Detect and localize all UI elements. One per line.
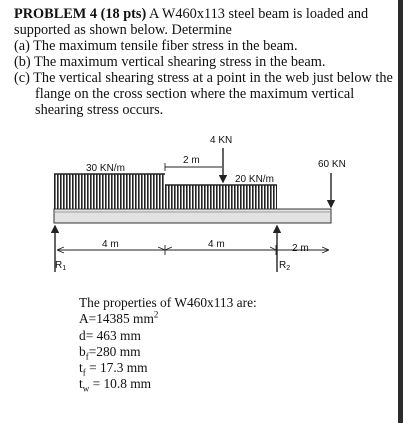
support-left-label: $R_1$ — [55, 260, 67, 272]
part-c: (c) The vertical shearing stress at a point in the web just below the flange on the cross section where the maximum vertical shearing stress occurs. — [14, 70, 393, 118]
distributed-load-20-label: 20 KN/m — [235, 174, 274, 185]
property-flange-width: $b_f=280$ mm — [79, 343, 141, 362]
span-1-label: 4 m — [102, 239, 119, 250]
property-flange-thickness: $t_f = 17.3$ mm — [79, 360, 148, 378]
distributed-load-30 — [54, 174, 165, 209]
distributed-load-20 — [165, 185, 277, 209]
span-2-label: 4 m — [208, 239, 225, 250]
span-3-label: 2 m — [292, 243, 309, 254]
property-area: A=14385 $mm^2$ — [79, 309, 159, 327]
property-web-thickness: $t_w = 10.8$ mm — [79, 376, 152, 395]
part-b: (b) The maximum vertical shearing stress in the beam. — [14, 54, 326, 70]
beam-properties — [79, 295, 257, 393]
properties-title: The properties of W460x113 are: — [79, 295, 257, 310]
problem-heading: PROBLEM 4 (18 pts) — [14, 6, 147, 22]
dim-2m-top-label: 2 m — [183, 155, 200, 166]
distributed-load-30-label: 30 KN/m — [86, 163, 125, 174]
property-depth: d= 463 mm — [79, 327, 141, 343]
beam — [54, 209, 331, 223]
support-right-label: $R_2$ — [279, 260, 291, 272]
part-a: (a) The maximum tensile fiber stress in the beam. — [14, 38, 298, 54]
point-load-4kn-label: 4 KN — [210, 135, 233, 146]
problem-intro-text: A W460x113 steel beam is loaded and supported as shown below. Determine — [14, 6, 369, 38]
point-load-60kn-label: 60 KN — [318, 159, 346, 170]
span-dimension-line — [57, 245, 329, 255]
